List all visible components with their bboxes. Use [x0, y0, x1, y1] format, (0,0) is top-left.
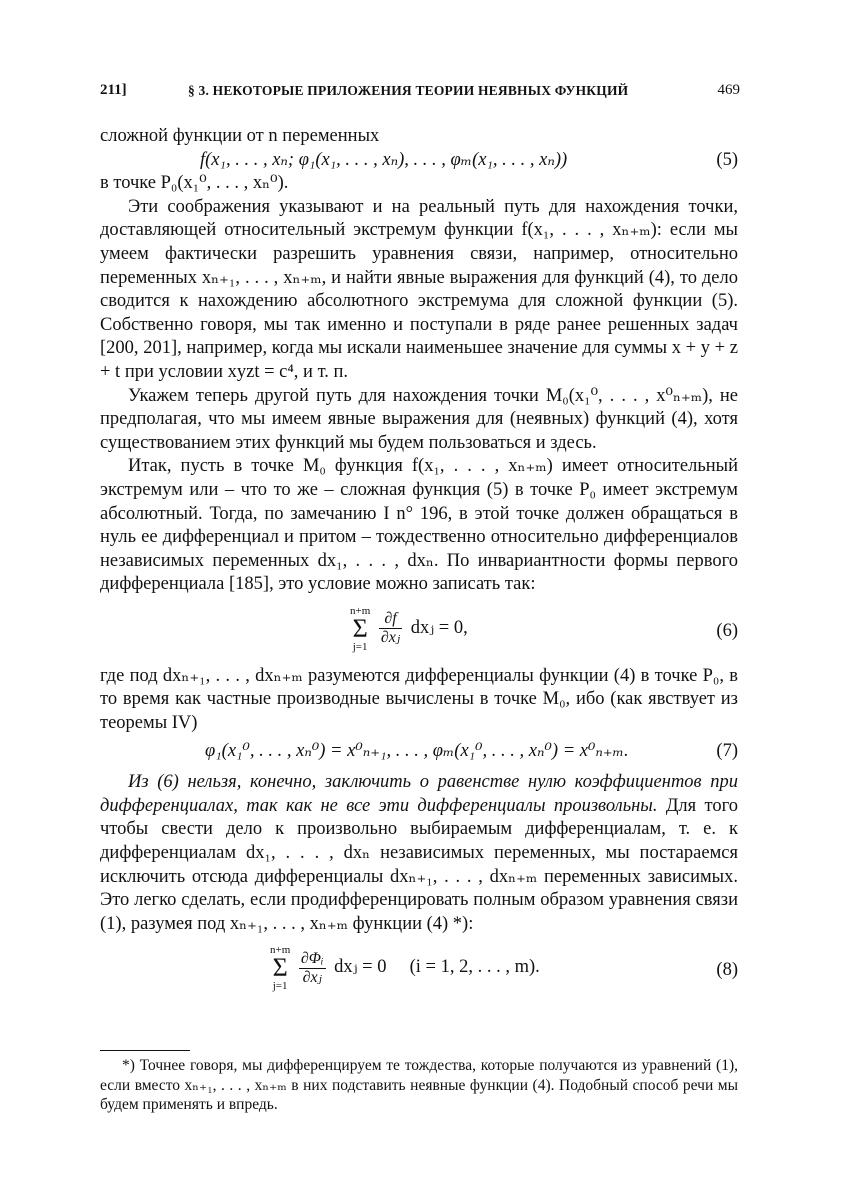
chapter-title: § 3. НЕКОТОРЫЕ ПРИЛОЖЕНИЯ ТЕОРИИ НЕЯВНЫХ ФУНКЦИЙ: [188, 83, 629, 98]
sum-lower-limit: j=1: [272, 980, 288, 993]
summation-sign: n+m Σ j=1: [270, 944, 291, 993]
fraction-numerator: ∂Φᵢ: [300, 949, 324, 967]
footnote-divider: [100, 1050, 190, 1051]
paragraph-7-rest: Для того чтобы свести дело к произвольно выбираемым дифференциалам, т. е. к дифференциалам dx₁, . . . , dxₙ независимых переменных, мы постараемся исключить отсюда дифференциалы dxₙ₊₁, . . . , dxₙ₊ₘ переменных зависимых. Это легко сделать, если продифференцировать полным образом уравнения связи (1), разумея под xₙ₊₁, . . . , xₙ₊ₘ функции (4) *):: [100, 795, 738, 934]
partial-fraction: [299, 950, 326, 987]
paragraph-5: Итак, пусть в точке M₀ функция f(x₁, . . . , xₙ₊ₘ) имеет относительный экстремум или – что то же – сложная функция (5) в точке P₀ имеет экстремум абсолютный. Тогда, по замечанию I n° 196, в этой точке должен обращаться в нуль ее дифференциал и притом – тождественно относительно дифференциалов независимых переменных dx₁, . . . , dxₙ. По инвариантности формы первого дифференциала [185], это условие можно записать так:: [100, 456, 738, 595]
equation-5-formula: f(x₁, . . . , xₙ; φ₁(x₁, . . . , xₙ), . . . , φₘ(x₁, . . . , xₙ)): [200, 149, 568, 170]
paragraph-7: [100, 771, 738, 936]
main-text: [100, 125, 738, 1004]
sum-lower-limit: j=1: [352, 640, 368, 653]
equation-8-rest: dxⱼ = 0 (i = 1, 2, . . . , m).: [334, 957, 540, 978]
paragraph-3: Эти соображения указывают и на реальный путь для нахождения точки, доставляющей относительный экстремум функции f(x₁, . . . , xₙ₊ₘ): если мы умеем фактически разрешить уравнения связи, например, относительно переменных xₙ₊₁, . . . , xₙ₊ₘ, и найти явные выражения для функций (4), то дело сводится к нахождению абсолютного экстремума для сложной функции (5). Собственно говоря, мы так именно и поступали в ряде ранее решенных задач [200, 201], например, когда мы искали наименьшее значение для суммы x + y + z + t при условии xyzt = c⁴, и т. п.: [100, 196, 738, 382]
equation-7-number: (7): [716, 740, 738, 761]
paragraph-6: где под dxₙ₊₁, . . . , dxₙ₊ₘ разумеются дифференциалы функции (4) в точке P₀, в то время как частные производные вычислены в точке M₀, ибо (как явствует из теоремы IV): [100, 665, 738, 734]
page-number: 469: [717, 82, 740, 98]
footnote-text: *) Точнее говоря, мы дифференцируем те тождества, которые получаются из уравнений (1), если вместо xₙ₊₁, . . . , xₙ₊ₘ в них подставить неявные функции (4). Подобный способ речи мы будем применять и впредь.: [100, 1057, 738, 1113]
fraction-numerator: ∂f: [379, 610, 402, 629]
fraction-denominator: ∂xⱼ: [380, 629, 401, 647]
equation-5: [100, 149, 738, 173]
equation-6-number: (6): [716, 620, 738, 641]
partial-fraction: [379, 610, 402, 647]
paragraph-2: в точке P₀(x₁⁰, . . . , xₙ⁰).: [100, 173, 289, 194]
equation-8: [100, 944, 738, 998]
footnote: [100, 1056, 738, 1115]
sum-upper-limit: n+m: [350, 604, 371, 617]
summation-sign: n+m Σ j=1: [350, 604, 371, 653]
fraction-denominator: ∂xⱼ: [302, 968, 322, 986]
paragraph-1: сложной функции от n переменных: [100, 126, 380, 146]
equation-6-rest: dxⱼ = 0,: [410, 618, 468, 639]
equation-6: [100, 605, 738, 659]
italic-statement: Из (6) нельзя, конечно, заключить о равенстве нулю коэффициентов при дифференциалах, так как не все эти дифференциалы произвольны.: [100, 772, 738, 816]
sum-upper-limit: n+m: [270, 944, 291, 957]
section-marker: 211]: [100, 82, 127, 98]
paragraph-4: Укажем теперь другой путь для нахождения точки M₀(x₁⁰, . . . , x⁰ₙ₊ₘ), не предполагая, что мы имеем явные выражения для (неявных) функций (4), хотя существованием этих функций мы будем пользоваться и здесь.: [100, 385, 738, 453]
running-header: [100, 82, 740, 106]
equation-7-formula: φ₁(x₁⁰, . . . , xₙ⁰) = x⁰ₙ₊₁, . . . , φₘ(x₁⁰, . . . , xₙ⁰) = x⁰ₙ₊ₘ.: [205, 740, 629, 761]
equation-8-number: (8): [716, 960, 738, 981]
equation-7: [100, 740, 738, 764]
equation-5-number: (5): [716, 149, 738, 170]
